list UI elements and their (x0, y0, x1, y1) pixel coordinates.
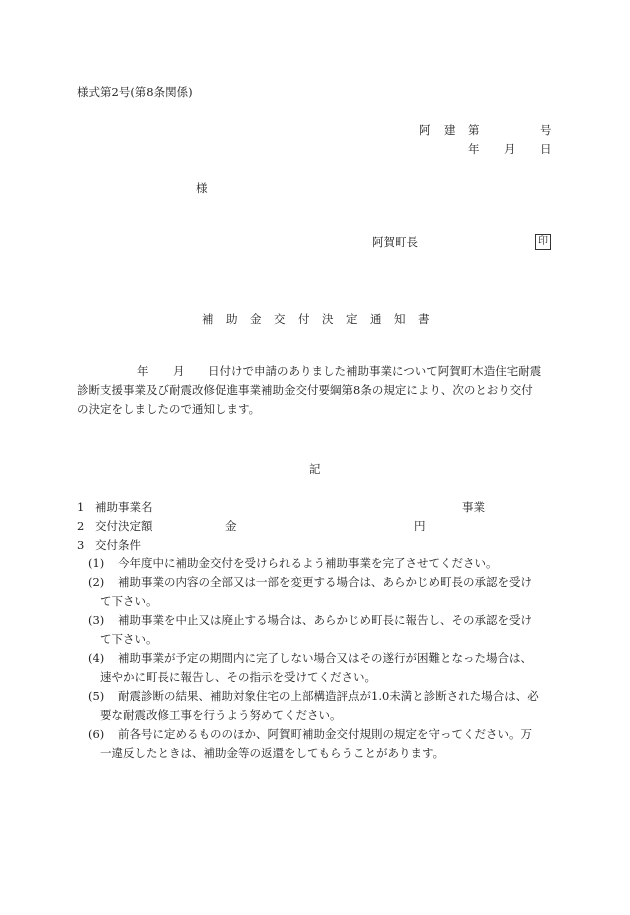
title-char: 決 (322, 312, 334, 326)
condition-continuation: 要な耐震改修工事を行うよう努めてください。 (100, 707, 342, 722)
intro-line1: 日付けで申請のありました補助事業について阿賀町木造住宅耐震 (208, 364, 542, 378)
item-number: 2 (77, 519, 85, 533)
amount-yen: 円 (414, 519, 426, 533)
condition-text: 補助事業を中止又は廃止する場合は、あらかじめ町長に報告し、その承認を受け (118, 613, 532, 627)
amount-label: 交付決定額 (95, 519, 153, 533)
condition-item (88, 687, 558, 724)
intro-month: 月 (173, 364, 185, 378)
seal-mark: 印 (535, 234, 551, 250)
condition-item (88, 725, 558, 762)
condition-text: 前各号に定めるもののほか、阿賀町補助金交付規則の規定を守ってください。万 (118, 727, 532, 741)
project-suffix: 事業 (462, 500, 485, 514)
condition-number: (4) (88, 651, 105, 665)
condition-number: (3) (88, 613, 105, 627)
condition-item (88, 573, 558, 610)
title-char: 金 (250, 312, 262, 326)
item-number: 3 (77, 538, 85, 552)
condition-continuation: 一違反したときは、補助金等の返還をしてもらうことがあります。 (100, 745, 445, 760)
condition-item (88, 649, 558, 686)
title-char: 書 (418, 312, 430, 326)
title-char: 助 (226, 312, 238, 326)
title-char: 交 (274, 312, 286, 326)
condition-continuation: て下さい。 (100, 593, 158, 608)
condition-text: 耐震診断の結果、補助対象住宅の上部構造評点が1.0未満と診断された場合は、必 (118, 689, 539, 703)
item-number: 1 (77, 500, 85, 514)
condition-number: (5) (88, 689, 105, 703)
title-char: 付 (298, 312, 310, 326)
title-char: 補 (202, 312, 214, 326)
date-month: 月 (504, 142, 516, 156)
addressee-suffix: 様 (196, 181, 208, 195)
condition-continuation: て下さい。 (100, 631, 158, 646)
intro-year: 年 (137, 364, 149, 378)
condition-item (88, 554, 558, 573)
ki-heading: 記 (309, 462, 321, 476)
title-char: 定 (346, 312, 358, 326)
amount-kin: 金 (225, 519, 237, 533)
condition-item (88, 611, 558, 648)
ref-char: 阿 (419, 123, 431, 137)
condition-number: (2) (88, 575, 105, 589)
project-name-label: 補助事業名 (95, 500, 153, 514)
intro-line3: の決定をしましたので通知します。 (77, 402, 261, 416)
intro-line2: 診断支援事業及び耐震改修促進事業補助金交付要綱第8条の規定により、次のとおり交付 (77, 383, 533, 397)
condition-number: (6) (88, 727, 105, 741)
form-label: 様式第2号(第8条関係) (77, 85, 193, 99)
ref-char: 号 (540, 123, 552, 137)
condition-number: (1) (88, 556, 105, 570)
ref-char: 第 (468, 123, 480, 137)
ref-char: 建 (444, 123, 456, 137)
date-day: 日 (540, 142, 552, 156)
conditions-label: 交付条件 (95, 538, 141, 552)
condition-text: 今年度中に補助金交付を受けられるよう補助事業を完了させてください。 (118, 556, 498, 570)
condition-text: 補助事業の内容の全部又は一部を変更する場合は、あらかじめ町長の承認を受け (118, 575, 532, 589)
issuer-name: 阿賀町長 (372, 235, 418, 249)
title-char: 通 (370, 312, 382, 326)
condition-text: 補助事業が予定の期間内に完了しない場合又はその遂行が困難となった場合は、 (118, 651, 532, 665)
date-year: 年 (468, 142, 480, 156)
condition-continuation: 速やかに町長に報告し、その指示を受けてください。 (100, 669, 376, 684)
title-char: 知 (394, 312, 406, 326)
